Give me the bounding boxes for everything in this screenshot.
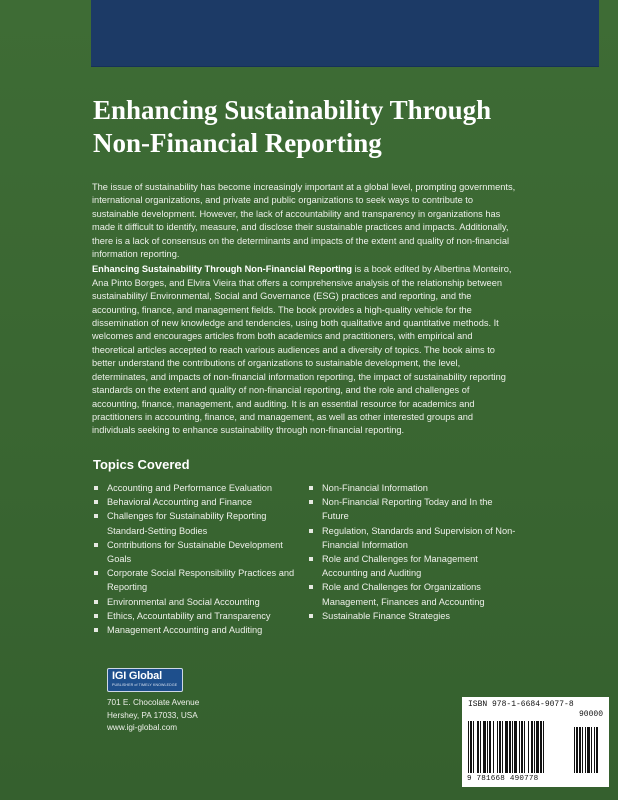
topic-item: Challenges for Sustainability Reporting Standard-Setting Bodies xyxy=(93,509,303,537)
barcode-bar xyxy=(502,721,503,773)
barcode-bar xyxy=(477,721,479,773)
barcode-bar xyxy=(470,721,472,773)
description-book-title: Enhancing Sustainability Through Non-Financial Reporting xyxy=(92,264,353,275)
topic-item: Behavioral Accounting and Finance xyxy=(93,495,303,509)
bullet-icon xyxy=(94,600,98,604)
topic-item: Regulation, Standards and Supervision of Non-Financial Information xyxy=(308,524,520,552)
bullet-icon xyxy=(94,514,98,518)
barcode-bar xyxy=(489,721,491,773)
barcode-addon-bar xyxy=(582,727,583,773)
bullet-icon xyxy=(309,529,313,533)
isbn-text: ISBN 978-1-6684-9077-8 xyxy=(468,700,574,709)
barcode-bar xyxy=(468,721,469,773)
barcode-bar xyxy=(499,721,501,773)
barcode-bar xyxy=(473,721,474,773)
topic-item: Management Accounting and Auditing xyxy=(93,623,303,637)
barcode-bar xyxy=(528,721,529,773)
book-description xyxy=(92,181,516,440)
bullet-icon xyxy=(309,486,313,490)
barcode-bar xyxy=(497,721,498,773)
barcode-bar xyxy=(487,721,488,773)
publisher-logo xyxy=(107,668,183,692)
topic-item: Non-Financial Reporting Today and In the Future xyxy=(308,495,520,523)
barcode-addon-bar xyxy=(587,727,590,773)
top-color-band xyxy=(91,0,599,67)
topics-heading: Topics Covered xyxy=(93,457,190,472)
barcode-bar xyxy=(534,721,535,773)
bullet-icon xyxy=(309,614,313,618)
barcode-addon-bar xyxy=(591,727,592,773)
topic-item: Role and Challenges for Organizations Management, Finances and Accounting xyxy=(308,580,520,608)
description-paragraph-1: The issue of sustainability has become increasingly important at a global level, prompting governments, international organizations, and private and public organizations to seek ways to contribute to sustainable development. However, the lack of accountability and transparency in organizations has made it difficult to identify, measure, and disclose their sustainable practices and impacts. Additionally, there is a lack of consensus on the determinants and impacts of the extent and quality of non-financial information reporting. xyxy=(92,182,516,260)
topic-item: Corporate Social Responsibility Practices and Reporting xyxy=(93,566,303,594)
topic-item: Accounting and Performance Evaluation xyxy=(93,481,303,495)
barcode-bar xyxy=(536,721,539,773)
bullet-icon xyxy=(309,585,313,589)
barcode-bar xyxy=(512,721,513,773)
address-city: Hershey, PA 17033, USA xyxy=(107,710,198,720)
barcode-bar xyxy=(480,721,481,773)
barcode-addon-bar xyxy=(594,727,595,773)
barcode-bar xyxy=(483,721,486,773)
topic-item: Sustainable Finance Strategies xyxy=(308,609,520,623)
barcode-digits: 9 781668 490778 xyxy=(467,775,539,783)
barcode-addon-bar xyxy=(585,727,586,773)
bullet-icon xyxy=(94,486,98,490)
book-title xyxy=(93,94,573,160)
barcode-addon-bar xyxy=(596,727,598,773)
barcode-bar xyxy=(514,721,517,773)
barcode-bar xyxy=(531,721,533,773)
topic-item: Contributions for Sustainable Development Goals xyxy=(93,538,303,566)
topics-list-left xyxy=(93,481,303,637)
barcode-bar xyxy=(493,721,494,773)
bullet-icon xyxy=(94,614,98,618)
description-paragraph-2-text: is a book edited by Albertina Monteiro, Ana Pinto Borges, and Elvira Vieira that offers a comprehensive analysis of the relationship between sustainability/ Environmental, Social and Governance (ESG) practices and reporting, and the accounting, finance, and management fields. The book provides a high-quality vehicle for the dissemination of new knowledge and tendencies, using both qualitative and quantitative methods. It welcomes and encourages articles from both academics and practitioners, with empirical and theoretical articles accepted to reach various audiences and a diversity of topics. The book aims to better understand the contributions of organizations to sustainable development, the level, determinates, and impacts of non-financial information reporting, the impact of sustainability reporting standards on the extent and quality of non-financial reporting, and the role and challenges of accounting, finance, management, and auditing. It is an essential resource for academics and practitioners in accounting, finance, and management, as well as other interested groups and individuals seeking to enhance sustainability through non-financial reporting. xyxy=(92,264,512,436)
bullet-icon xyxy=(94,571,98,575)
barcode-addon-bar xyxy=(579,727,581,773)
topic-item: Ethics, Accountability and Transparency xyxy=(93,609,303,623)
bullet-icon xyxy=(94,543,98,547)
publisher-address xyxy=(107,697,199,735)
topic-item: Environmental and Social Accounting xyxy=(93,595,303,609)
isbn-barcode xyxy=(462,697,609,787)
barcode-bar xyxy=(521,721,523,773)
title-line-2: Non-Financial Reporting xyxy=(93,128,382,158)
logo-tagline: PUBLISHER of TIMELY KNOWLEDGE xyxy=(112,683,178,687)
bullet-icon xyxy=(309,557,313,561)
address-street: 701 E. Chocolate Avenue xyxy=(107,698,200,707)
barcode-bar xyxy=(509,721,511,773)
logo-name: IGI Global xyxy=(112,670,162,682)
topic-item: Non-Financial Information xyxy=(308,481,520,495)
barcode-addon-bar xyxy=(574,727,575,773)
description-paragraph-2 xyxy=(92,263,516,437)
barcode-addon-bar xyxy=(576,727,578,773)
price-code: 90000 xyxy=(578,710,603,719)
bullet-icon xyxy=(309,500,313,504)
title-line-1: Enhancing Sustainability Through xyxy=(93,95,492,125)
topic-item: Role and Challenges for Management Accounting and Auditing xyxy=(308,552,520,580)
barcode-bar xyxy=(505,721,508,773)
topics-list-right xyxy=(308,481,520,623)
barcode-bar xyxy=(519,721,520,773)
bullet-icon xyxy=(94,628,98,632)
barcode-bars xyxy=(468,721,603,775)
barcode-bar xyxy=(524,721,525,773)
publisher-website: www.igi-global.com xyxy=(107,723,178,732)
barcode-bar xyxy=(540,721,542,773)
bullet-icon xyxy=(94,500,98,504)
barcode-bar xyxy=(543,721,544,773)
